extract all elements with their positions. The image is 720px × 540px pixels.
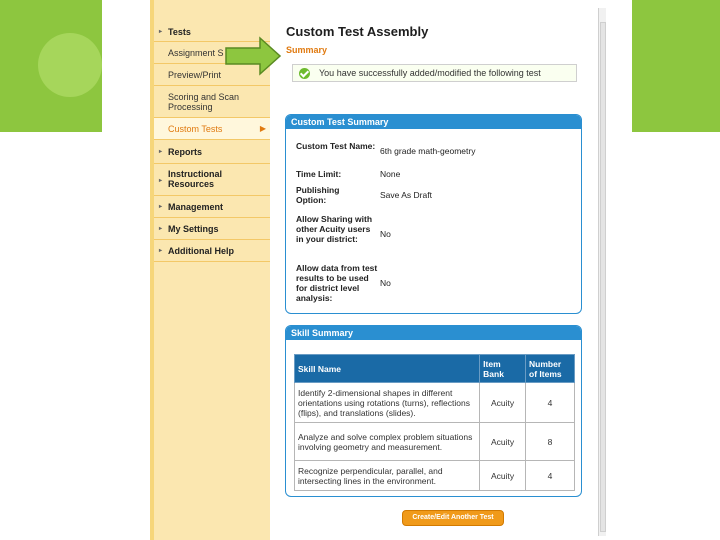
table-row (295, 423, 575, 461)
sidebar-item-label: Additional Help (168, 246, 234, 256)
app-screenshot (150, 0, 608, 540)
custom-test-summary-panel (285, 114, 582, 314)
sidebar-item-label: Instructional Resources (168, 169, 223, 189)
sidebar-item-additional-help[interactable] (154, 240, 270, 262)
summary-value: No (380, 278, 391, 288)
bank-cell: Acuity (480, 423, 526, 461)
count-cell: 4 (526, 383, 575, 423)
arrow-right-icon (224, 36, 282, 76)
summary-value: No (380, 229, 391, 239)
summary-label: Time Limit: (296, 169, 342, 179)
column-header: Number of Items (526, 355, 575, 383)
skill-cell: Identify 2-dimensional shapes in different orientations using rotations (turns), reflections (flips), and translations (slides). (295, 383, 480, 423)
caret-icon: ▸ (159, 248, 163, 254)
caret-icon: ▸ (159, 204, 163, 210)
count-cell: 8 (526, 423, 575, 461)
caret-icon: ▸ (159, 29, 163, 35)
column-header: Item Bank (480, 355, 526, 383)
skill-cell: Analyze and solve complex problem situations involving geometry and measurement. (295, 423, 480, 461)
vertical-scrollbar[interactable] (598, 8, 606, 536)
section-heading: Summary (286, 45, 328, 55)
success-message: You have successfully added/modified the following test (319, 68, 541, 78)
skill-summary-panel (285, 325, 582, 497)
page-title: Custom Test Assembly (286, 24, 429, 39)
sidebar-item-instructional-resources[interactable] (154, 164, 270, 196)
caret-icon: ▸ (159, 226, 163, 232)
summary-row (296, 185, 576, 207)
check-icon (299, 68, 310, 79)
sidebar-item-label: My Settings (168, 224, 219, 234)
active-arrow-icon: ▶ (259, 124, 266, 133)
slide-decoration-right (632, 0, 720, 132)
summary-value: 6th grade math-geometry (380, 146, 476, 156)
sidebar-item-label: Management (168, 202, 224, 212)
summary-value: Save As Draft (380, 190, 432, 200)
sidebar-item-management[interactable] (154, 196, 270, 218)
sidebar-item-label: Tests (168, 27, 191, 37)
skill-cell: Recognize perpendicular, parallel, and intersecting lines in the environment. (295, 461, 480, 491)
panel-header: Custom Test Summary (286, 115, 581, 129)
sidebar-item-label: Assignment S (168, 48, 224, 58)
caret-icon: ▸ (159, 149, 163, 155)
table-header-row (295, 355, 575, 383)
summary-row (296, 141, 576, 163)
sidebar-item-scoring[interactable] (154, 86, 270, 118)
sidebar (150, 0, 270, 540)
summary-row (296, 169, 576, 181)
main-content (270, 0, 600, 540)
sidebar-item-custom-tests[interactable] (154, 118, 270, 140)
summary-row (296, 263, 576, 305)
column-header: Skill Name (295, 355, 480, 383)
slide-decoration-circle (38, 33, 102, 97)
summary-label: Custom Test Name: (296, 141, 376, 151)
create-edit-test-button[interactable]: Create/Edit Another Test (402, 510, 504, 526)
sidebar-item-label: Scoring and Scan Processing (168, 92, 240, 112)
scrollbar-thumb[interactable] (600, 22, 606, 532)
bank-cell: Acuity (480, 383, 526, 423)
caret-icon: ▸ (159, 178, 163, 184)
sidebar-item-label: Reports (168, 147, 203, 157)
summary-label: Publishing Option: (296, 185, 340, 205)
skill-table (294, 354, 575, 491)
bank-cell: Acuity (480, 461, 526, 491)
sidebar-item-label: Preview/Print (168, 70, 222, 80)
table-row (295, 383, 575, 423)
summary-row (296, 214, 576, 256)
summary-label: Allow Sharing with other Acuity users in your district: (296, 214, 373, 244)
summary-value: None (380, 169, 401, 179)
count-cell: 4 (526, 461, 575, 491)
summary-label: Allow data from test results to be used for district level analysis: (296, 263, 378, 303)
sidebar-item-label: Custom Tests (168, 124, 223, 134)
success-banner (292, 64, 577, 82)
sidebar-item-reports[interactable] (154, 140, 270, 164)
sidebar-item-my-settings[interactable] (154, 218, 270, 240)
panel-header: Skill Summary (286, 326, 581, 340)
table-row (295, 461, 575, 491)
